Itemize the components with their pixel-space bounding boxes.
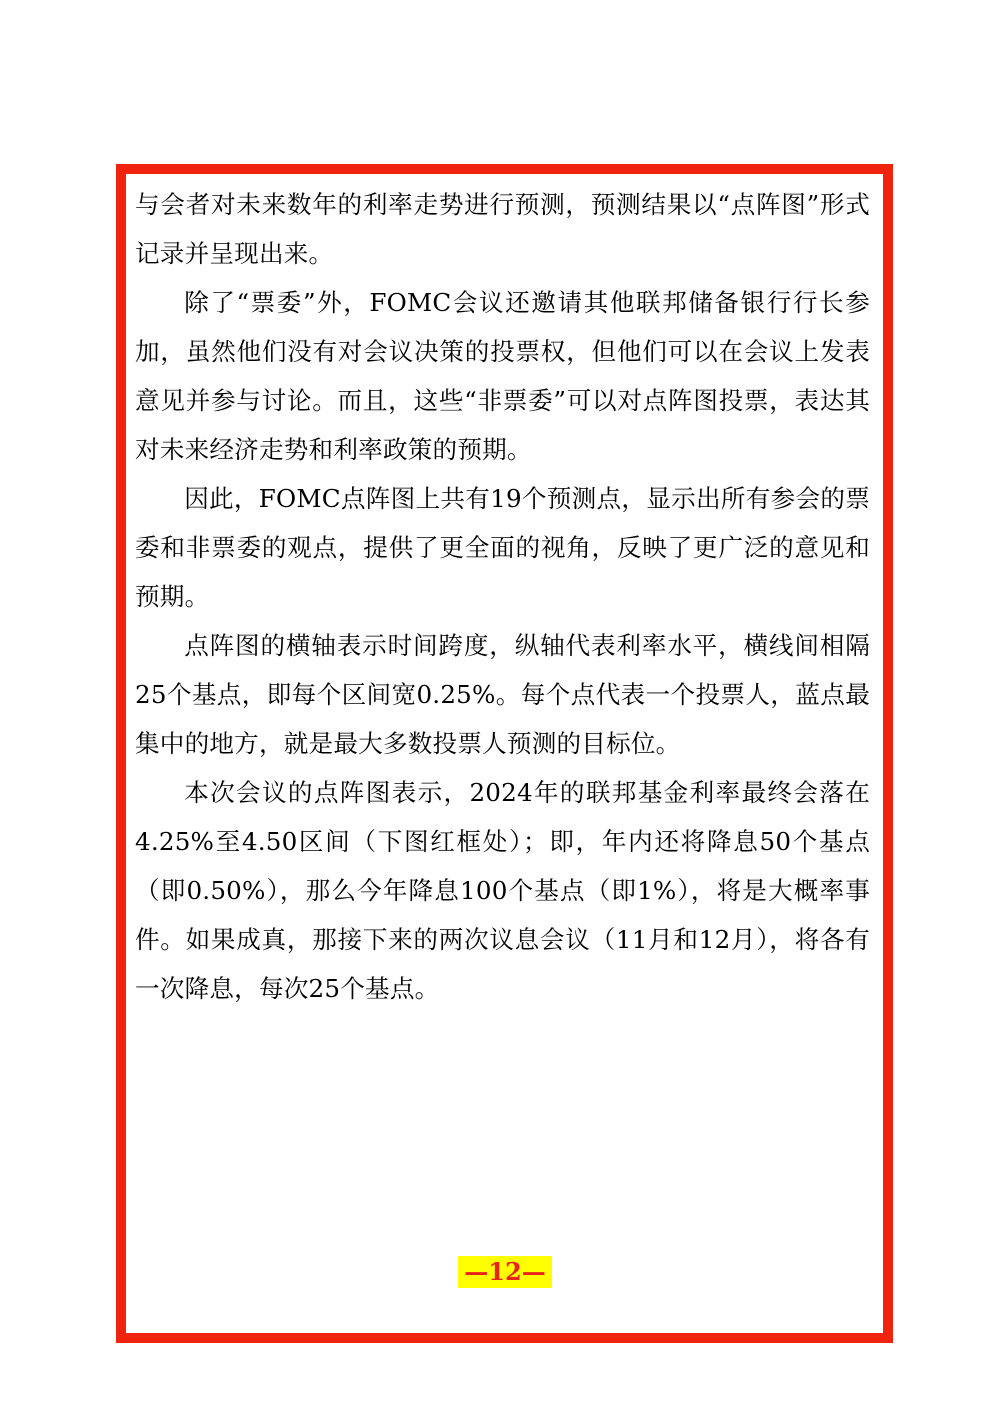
paragraph-2: 除了“票委”外，FOMC会议还邀请其他联邦储备银行行长参加，虽然他们没有对会议决策的投票权，但他们可以在会议上发表意见并参与讨论。而且，这些“非票委”可以对点阵图投票，表达其对未来经济走势和利率政策的预期。 <box>135 288 870 464</box>
document-body <box>135 180 870 1013</box>
page-number: —12— <box>458 1256 552 1288</box>
paragraph-5: 本次会议的点阵图表示，2024年的联邦基金利率最终会落在4.25%至4.50区间（下图红框处）；即，年内还将降息50个基点（即0.50%），那么今年降息100个基点（即1%），将是大概率事件。如果成真，那接下来的两次议息会议（11月和12月），将各有一次降息，每次25个基点。 <box>135 778 870 1003</box>
paragraph-3: 因此，FOMC点阵图上共有19个预测点，显示出所有参会的票委和非票委的观点，提供了更全面的视角，反映了更广泛的意见和预期。 <box>135 484 870 611</box>
paragraph-1: 与会者对未来数年的利率走势进行预测，预测结果以“点阵图”形式记录并呈现出来。 <box>135 190 870 268</box>
paragraph-4: 点阵图的横轴表示时间跨度，纵轴代表利率水平，横线间相隔25个基点，即每个区间宽0.25%。每个点代表一个投票人，蓝点最集中的地方，就是最大多数投票人预测的目标位。 <box>135 631 870 758</box>
